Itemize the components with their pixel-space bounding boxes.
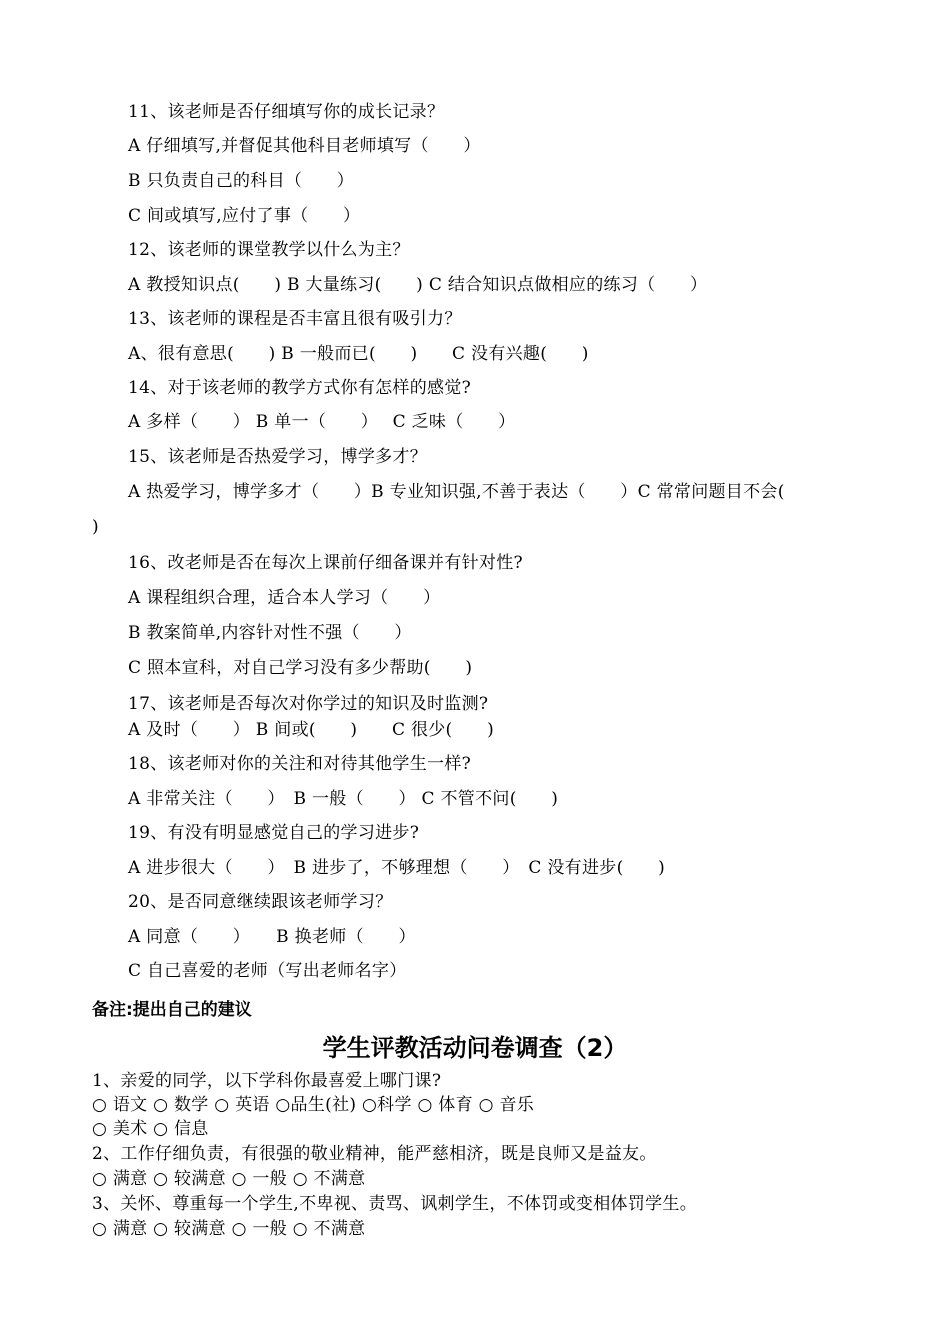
question-17: 17、该老师是否每次对你学过的知识及时监测? [128,694,489,714]
survey-q1-options-cont: ○ 美术 ○ 信息 [92,1119,209,1139]
question-19: 19、有没有明显感觉自己的学习进步? [128,823,420,843]
question-20: 20、是否同意继续跟该老师学习？ [128,892,393,912]
question-18: 18、该老师对你的关注和对待其他学生一样? [128,754,472,774]
survey-q3-options: ○ 满意 ○ 较满意 ○ 一般 ○ 不满意 [92,1219,366,1239]
survey-title: 学生评教活动问卷调查（2） [322,1034,628,1062]
option-11b: B 只负责自己的科目（ ） [128,171,355,191]
question-14: 14、对于该老师的教学方式你有怎样的感觉? [128,378,472,398]
options-18: A 非常关注（ ） B 一般（ ） C 不管不问( ) [128,789,559,809]
options-20: A 同意（ ） B 换老师（ ） [128,927,416,947]
option-11a: A 仔细填写,并督促其他科目老师填写（ ） [128,136,481,156]
option-11c: C 间或填写,应付了事（ ） [128,206,361,226]
options-12: A 教授知识点( ) B 大量练习( ) C 结合知识点做相应的练习（ ） [128,275,708,295]
survey-q2: 2、工作仔细负责，有很强的敬业精神，能严慈相济，既是良师又是益友。 [92,1144,657,1164]
options-19: A 进步很大（ ） B 进步了，不够理想（ ） C 没有进步( ) [128,858,666,878]
question-13: 13、该老师的课程是否丰富且很有吸引力？ [128,309,462,329]
option-20c: C 自己喜爱的老师（写出老师名字） [128,961,407,981]
question-12: 12、该老师的课堂教学以什么为主？ [128,240,410,260]
question-16: 16、改老师是否在每次上课前仔细备课并有针对性? [128,553,523,573]
options-13: A、很有意思( ) B 一般而已( ) C 没有兴趣( ) [128,344,589,364]
options-15-wrap: ) [92,517,99,537]
options-14: A 多样（ ） B 单一（ ） C 乏味（ ） [128,412,516,432]
options-17: A 及时（ ） B 间或( ) C 很少( ) [128,720,495,740]
survey-q1-options: ○ 语文 ○ 数学 ○ 英语 ○品生(社) ○科学 ○ 体育 ○ 音乐 [92,1095,535,1115]
option-16b: B 教案简单,内容针对性不强（ ） [128,623,412,643]
remarks-note: 备注:提出自己的建议 [92,1000,252,1020]
survey-q3: 3、关怀、尊重每一个学生,不卑视、责骂、讽刺学生，不体罚或变相体罚学生。 [92,1194,698,1214]
survey-q1: 1、亲爱的同学，以下学科你最喜爱上哪门课? [92,1071,442,1091]
options-15: A 热爱学习，博学多才（ ）B 专业知识强,不善于表达（ ）C 常常问题目不会( [128,482,785,502]
option-16a: A 课程组织合理，适合本人学习（ ） [128,588,441,608]
question-15: 15、该老师是否热爱学习，博学多才？ [128,447,428,467]
option-16c: C 照本宣科，对自己学习没有多少帮助( ) [128,658,473,678]
question-11: 11、该老师是否仔细填写你的成长记录？ [128,102,445,122]
survey-q2-options: ○ 满意 ○ 较满意 ○ 一般 ○ 不满意 [92,1169,366,1189]
